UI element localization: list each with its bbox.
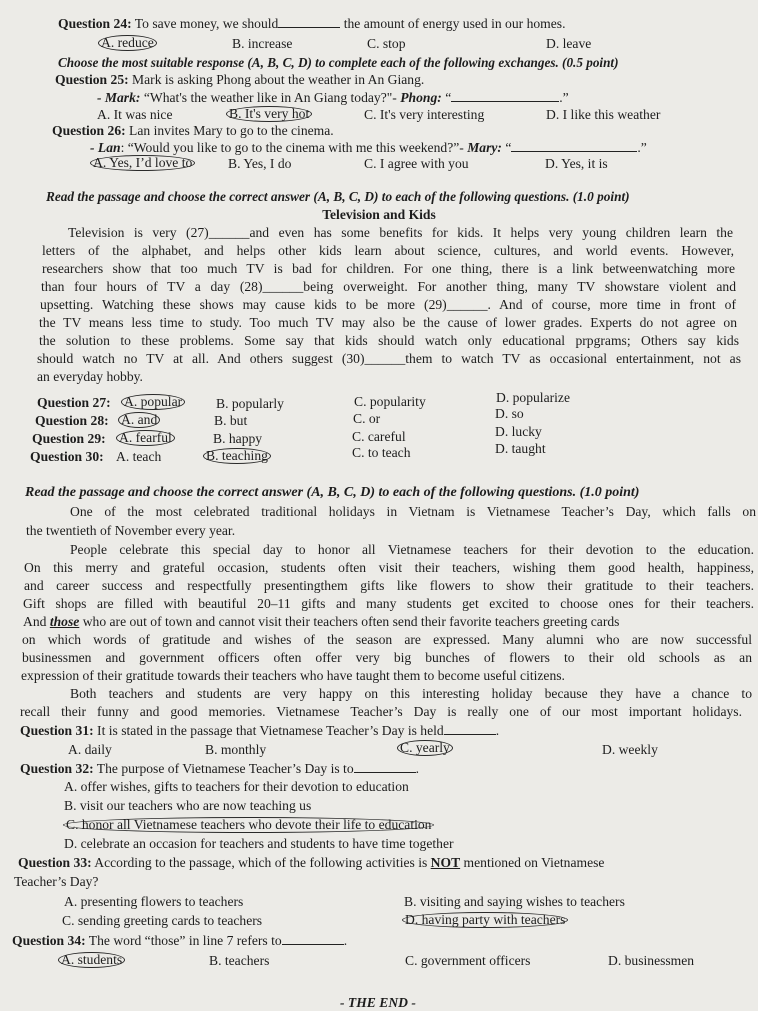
q33-option-d[interactable]: D. having party with teachers [402, 911, 568, 928]
q24-stem [58, 15, 565, 32]
q31-stem: Question 31: It is stated in the passage that Vietnamese Teacher’s Day is held . [20, 723, 500, 738]
q33-text-b: mentioned on Vietnamese [463, 855, 605, 870]
q29-option-a[interactable]: A. fearful [116, 429, 175, 446]
passage-2-line-7: And those who are out of town and cannot visit their teachers often send their favorite teachers greeting cards [23, 614, 620, 629]
passage-1-line: letters of the alphabet, and helps other kids learn about science, cultures, and world events. However, [42, 243, 734, 258]
q34-option-a[interactable]: A. students [58, 951, 125, 968]
q24-option-d[interactable]: D. leave [546, 36, 592, 51]
q25-mark-line: “What's the weather like in An Giang today?"- [143, 90, 397, 105]
q26-option-a[interactable]: A. Yes, I’d love to [90, 154, 195, 171]
instruction-passage-1: Read the passage and choose the correct answer (A, B, C, D) to each of the following questions. (1.0 point) [46, 189, 630, 204]
passage-1-line: the solution to these problems. Some say that kids should watch only educational prpgrams; Others say kids [39, 333, 739, 348]
q26-speaker-lan: - Lan [90, 140, 121, 155]
q29-option-b[interactable]: B. happy [213, 431, 263, 446]
q29-option-c[interactable]: C. careful [352, 429, 406, 444]
passage-1-line: Television is very (27)______and even has some benefits for kids. It helps very young children learn the [68, 225, 733, 240]
passage-2-line: on which words of gratitude and wishes of the season are expressed. Many alumni who are now successful [22, 632, 752, 647]
q34-blank [282, 932, 344, 945]
q33-not-word: NOT [430, 855, 461, 870]
q25-option-b[interactable]: B. It's very hot [226, 105, 312, 122]
q32-blank [354, 760, 416, 773]
q28-option-c[interactable]: C. or [353, 411, 381, 426]
q24-option-a[interactable]: A. reduce [98, 34, 157, 51]
passage-2-line: recall their funny and good memories. Vietnamese Teacher’s Day is really one of our most important holidays. [20, 704, 742, 719]
q34-option-c[interactable]: C. government officers [405, 953, 531, 968]
passage-2-line: One of the most celebrated traditional holidays in Vietnam is Vietnamese Teacher’s Day, which falls on [70, 504, 756, 519]
q33-option-b[interactable]: B. visiting and saying wishes to teachers [404, 894, 625, 909]
q26-option-b[interactable]: B. Yes, I do [228, 156, 292, 171]
q25-option-d[interactable]: D. I like this weather [546, 107, 661, 122]
q34-label: Question 34: [12, 933, 86, 948]
q26-text: Lan invites Mary to go to the cinema. [129, 123, 334, 138]
q27-label: Question 27: [37, 395, 111, 410]
q28-option-d[interactable]: D. so [495, 406, 524, 421]
passage-2-line: the twentieth of November every year. [26, 523, 236, 538]
q26-stem [52, 122, 334, 139]
passage-1-title: Television and Kids [322, 207, 436, 222]
q32-option-b[interactable]: B. visit our teachers who are now teaching us [64, 798, 312, 813]
q31-blank [444, 722, 496, 735]
q24-blank [278, 15, 340, 28]
q31-option-b[interactable]: B. monthly [205, 742, 267, 757]
q26-option-d[interactable]: D. Yes, it is [545, 156, 608, 171]
q34-stem: Question 34: The word “those” in line 7 refers to . [12, 933, 348, 948]
q26-label: Question 26: [52, 123, 126, 138]
q30-option-a[interactable]: A. teach [116, 449, 162, 464]
q25-dialog: - Mark: “What's the weather like in An Giang today?"- Phong: “ .” [97, 90, 569, 105]
q26-dialog: - Lan: “Would you like to go to the cinema with me this weekend?”- Mary: “ .” [90, 140, 647, 155]
q32-option-c[interactable]: C. honor all Vietnamese teachers who devote their life to education [63, 816, 434, 833]
q27-option-d[interactable]: D. popularize [496, 390, 570, 405]
q31-option-d[interactable]: D. weekly [602, 742, 658, 757]
q25-label: Question 25: [55, 72, 129, 87]
q33-label: Question 33: [18, 855, 92, 870]
q26-speaker-mary: Mary: [467, 140, 502, 155]
instruction-passage-2: Read the passage and choose the correct answer (A, B, C, D) to each of the following questions. (1.0 point) [25, 485, 640, 500]
passage-1-line: upsetting. Watching these shows may cause kids to be more (29)______. And of course, more time in front of [40, 297, 736, 312]
the-end: - THE END - [340, 995, 416, 1010]
passage-2-line: On this merry and grateful occasion, students often visit their teachers, wishing them good health, happiness, [24, 560, 754, 575]
q28-option-b[interactable]: B. but [214, 413, 248, 428]
q28-option-a[interactable]: A. and [118, 411, 160, 428]
q27-option-c[interactable]: C. popularity [354, 394, 426, 409]
passage-1-line: the TV means less time to study. Too much TV may also be the cause of lower grades. Experts do not agree on [39, 315, 737, 330]
q33-text-a: According to the passage, which of the following activities is [94, 855, 428, 870]
q29-label: Question 29: [32, 431, 106, 446]
q33-option-a[interactable]: A. presenting flowers to teachers [64, 894, 244, 909]
q30-option-b[interactable]: B. teaching [203, 447, 271, 464]
passage-1-line: than four hours of TV a day (28)______being overweight. For another thing, many TV showstare violent and [41, 279, 736, 294]
q26-blank [511, 139, 637, 152]
q32-stem: Question 32: The purpose of Vietnamese Teacher’s Day is to . [20, 761, 420, 776]
passage-1-line: an everyday hobby. [37, 369, 143, 384]
passage-2-line: Both teachers and students are very happy on this interesting holiday because they have a chance to [70, 686, 752, 701]
passage-2-line: and career success and respectfully presentingthem gifts like flowers to show their gratitude to their teachers. [24, 578, 754, 593]
q34-option-d[interactable]: D. businessmen [608, 953, 695, 968]
q33-text-c: Teacher’s Day? [14, 874, 99, 889]
passage-1-line: researchers show that too much TV is bad for children. For one thing, there is a link betweenwatching more [42, 261, 735, 276]
q30-option-c[interactable]: C. to teach [352, 445, 411, 460]
word-those: those [49, 614, 80, 629]
q29-option-d[interactable]: D. lucky [495, 424, 542, 439]
passage-2-line: Gift shops are filled with beautiful 20–11 gifts and many students get excited to choose ones for their teachers. [23, 596, 754, 611]
q30-label: Question 30: [30, 449, 104, 464]
q27-option-a[interactable]: A. popular [121, 393, 185, 410]
q25-stem [55, 71, 424, 88]
q25-speaker-mark: - Mark: [97, 90, 141, 105]
q24-label: Question 24: [58, 16, 132, 31]
q26-lan-line: : “Would you like to go to the cinema with me this weekend?”- [120, 140, 464, 155]
instruction-responses: Choose the most suitable response (A, B, C, D) to complete each of the following exchanges. (0.5 point) [58, 55, 619, 70]
q31-option-c[interactable]: C. yearly [397, 739, 453, 756]
q32-text: The purpose of Vietnamese Teacher’s Day is to [96, 761, 354, 776]
q31-option-a[interactable]: A. daily [68, 742, 112, 757]
q25-option-c[interactable]: C. It's very interesting [364, 107, 485, 122]
passage-2-line: expression of their gratitude towards their teachers who have taught them to become useful citizens. [21, 668, 565, 683]
q30-option-d[interactable]: D. taught [495, 441, 546, 456]
passage-1-line: should watch no TV at all. And others suggest (30)______them to watch TV as occasional entertainment, not as [37, 351, 741, 366]
q24-text-b: the amount of energy used in our homes. [343, 16, 566, 31]
q33-option-c[interactable]: C. sending greeting cards to teachers [62, 913, 263, 928]
q34-option-b[interactable]: B. teachers [209, 953, 270, 968]
q24-option-c[interactable]: C. stop [367, 36, 406, 51]
q32-option-a[interactable]: A. offer wishes, gifts to teachers for their devotion to education [64, 779, 409, 794]
q24-option-b[interactable]: B. increase [232, 36, 293, 51]
q25-speaker-phong: Phong: [400, 90, 442, 105]
passage-2-line: People celebrate this special day to honor all Vietnamese teachers for their devotion to the education. [70, 542, 754, 557]
q27-option-b[interactable]: B. popularly [216, 396, 284, 411]
q28-label: Question 28: [35, 413, 109, 428]
q31-text: It is stated in the passage that Vietnamese Teacher’s Day is held [97, 723, 444, 738]
q25-blank [451, 89, 559, 102]
q26-option-c[interactable]: C. I agree with you [364, 156, 469, 171]
q33-stem [18, 854, 604, 871]
q32-label: Question 32: [20, 761, 94, 776]
q25-text: Mark is asking Phong about the weather in An Giang. [132, 72, 425, 87]
q34-text: The word “those” in line 7 refers to [88, 933, 282, 948]
q32-option-d[interactable]: D. celebrate an occasion for teachers and students to have time together [64, 836, 454, 851]
q25-option-a[interactable]: A. It was nice [97, 107, 173, 122]
q31-label: Question 31: [20, 723, 94, 738]
q24-text-a: To save money, we should [134, 16, 279, 31]
passage-2-line: businessmen and government officers often offer very big bunches of flowers to their old schools as an [22, 650, 752, 665]
